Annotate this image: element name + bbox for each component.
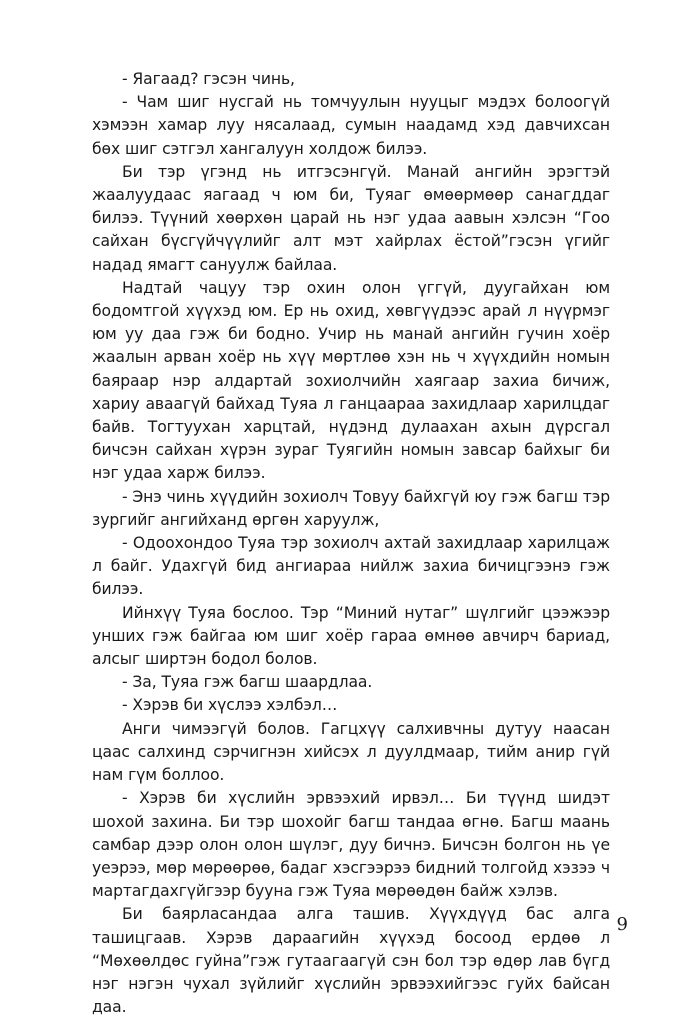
- dialogue-line: - Одоохондоо Туяа тэр зохиолч ахтай захидлаар харилцаж л байг. Удахгүй бид ангиараа нийлж захиа бичицгээнэ гэж билээ.: [92, 534, 610, 599]
- dialogue-line: - Яагаад? гэсэн чинь,: [122, 70, 295, 88]
- narrative-paragraph: Би тэр үгэнд нь итгэсэнгүй. Манай ангийн эрэгтэй жаалуудаас яагаад ч юм би, Туяаг өмөөрмөөр санагддаг билээ. Түүний хөөрхөн царай нь нэг удаа аавын хэлсэн “Гоо сайхан бүсгүйчүүлийг алт мэт хайрлах ёстой”гэсэн үгийг надад ямагт сануулж байлаа.: [92, 162, 610, 274]
- narrative-paragraph: Надтай чацуу тэр охин олон үггүй, дуугайхан юм бодомтгой хүүхэд юм. Ер нь охид, хөвгүүдээс арай л нүүрмэг юм уу даа гэж би бодно. Учир нь манай ангийн гучин хоёр жаалын арван хоёр нь хүү мөртлөө хэн нь ч хүүхдийн номын баяраар нэр алдартай зохиолчийн хаягаар захиа бичиж, хариу аваагүй байхад Туяа л ганцаараа захидлаар харилцдаг байв. Тогтуухан харцтай, нүдэнд дулаахан ахын дүрсгал бичсэн сайхан хүрэн зураг Туягийн номын завсар байхыг би нэг удаа харж билээ.: [92, 278, 610, 483]
- dialogue-line: - Чам шиг нусгай нь томчуулын нууцыг мэдэх болоогүй хэмээн хамар луу нясалаад, сумын наадамд хэд давчихсан бөх шиг сэтгэл хангалуун холдож билээ.: [92, 93, 610, 158]
- page-number: 9: [616, 914, 628, 935]
- dialogue-line: - Хэрэв би хүслийн эрвээхий ирвэл… Би түүнд шидэт шохой захина. Би тэр шохойг багш тандаа өгнө. Багш маань самбар дээр олон олон шүлэг, дуу бичнэ. Бичсэн болгон нь үе уеэрээ, мөр мөрөөрөө, бадаг хэсгээрээ бидний толгойд хэзээ ч мартагдахгүйгээр бууна гэж Туяа мөрөөдөн байж хэлэв.: [92, 789, 610, 901]
- dialogue-line: - За, Туяа гэж багш шаардлаа.: [122, 673, 373, 692]
- dialogue-line: - Хэрэв би хүслээ хэлбэл…: [122, 696, 338, 715]
- narrative-paragraph: Анги чимээгүй болов. Гагцхүү салхивчны дутуу наасан цаас салхинд сэрчигнэн хийсэх л дуулдмаар, тийм анир гүй нам гүм боллоо.: [92, 719, 610, 785]
- narrative-paragraph: Би баярласандаа алга ташив. Хүүхдүүд бас алга ташицгаав. Хэрэв дараагийн хүүхэд босоод ердөө л “Мөхөөлдөс гуйна”гэж гутаагаагүй сэн бол тэр өдөр лав бүгд нэг нэгэн чухал зүйлийг хүслийн эрвээхийгээс гуйх байсан даа.: [92, 905, 610, 1017]
- narrative-paragraph: Ийнхүү Туяа бослоо. Тэр “Миний нутаг” шүлгийг цээжээр унших гэж байгаа юм шиг хоёр гараа өмнөө авчирч бариад, алсыг ширтэн бодол болов.: [92, 603, 610, 669]
- dialogue-line: - Энэ чинь хүүдийн зохиолч Товуу байхгүй юу гэж багш тэр зургийг ангийханд өргөн харуулж,: [92, 487, 610, 529]
- page-body: [92, 68, 610, 1019]
